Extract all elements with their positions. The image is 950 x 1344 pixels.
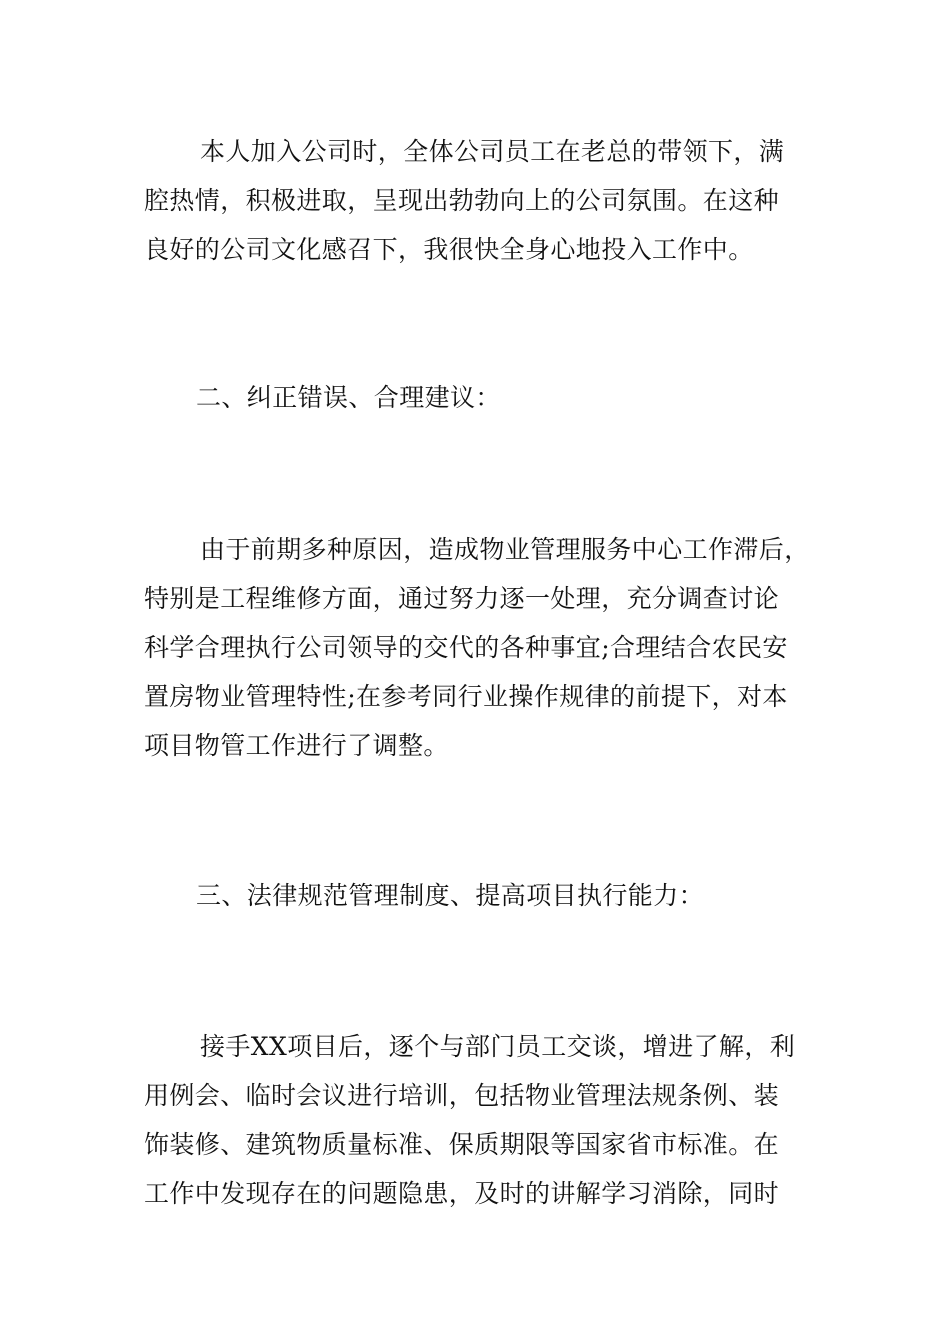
paragraph-line: 特别是工程维修方面，通过努力逐一处理，充分调查讨论 (144, 584, 780, 613)
paragraph-correction (144, 525, 808, 770)
paragraph-line: 良好的公司文化感召下，我很快全身心地投入工作中。 (144, 235, 754, 264)
paragraph-line: 工作中发现存在的问题隐患，及时的讲解学习消除，同时 (144, 1179, 780, 1208)
paragraph-company-atmosphere (144, 127, 808, 274)
paragraph-line: 置房物业管理特性;在参考同行业操作规律的前提下，对本 (144, 682, 788, 711)
paragraph-line: 用例会、临时会议进行培训，包括物业管理法规条例、装 (144, 1081, 780, 1110)
paragraph-line: 科学合理执行公司领导的交代的各种事宜;合理结合农民安 (144, 633, 788, 662)
paragraph-line: 本人加入公司时，全体公司员工在老总的带领下，满 (200, 137, 785, 166)
paragraph-line: 腔热情，积极进取，呈现出勃勃向上的公司氛围。在这种 (144, 186, 780, 215)
section-heading-3: 三、法律规范管理制度、提高项目执行能力： (196, 881, 705, 910)
paragraph-line: 饰装修、建筑物质量标准、保质期限等国家省市标准。在 (144, 1130, 780, 1159)
paragraph-line: 项目物管工作进行了调整。 (144, 731, 449, 760)
paragraph-project-management (144, 1022, 808, 1218)
paragraph-line: 接手XX项目后，逐个与部门员工交谈，增进了解，利 (200, 1032, 796, 1061)
section-heading-2: 二、纠正错误、合理建议： (196, 383, 501, 412)
paragraph-line: 由于前期多种原因，造成物业管理服务中心工作滞后， (200, 535, 810, 564)
